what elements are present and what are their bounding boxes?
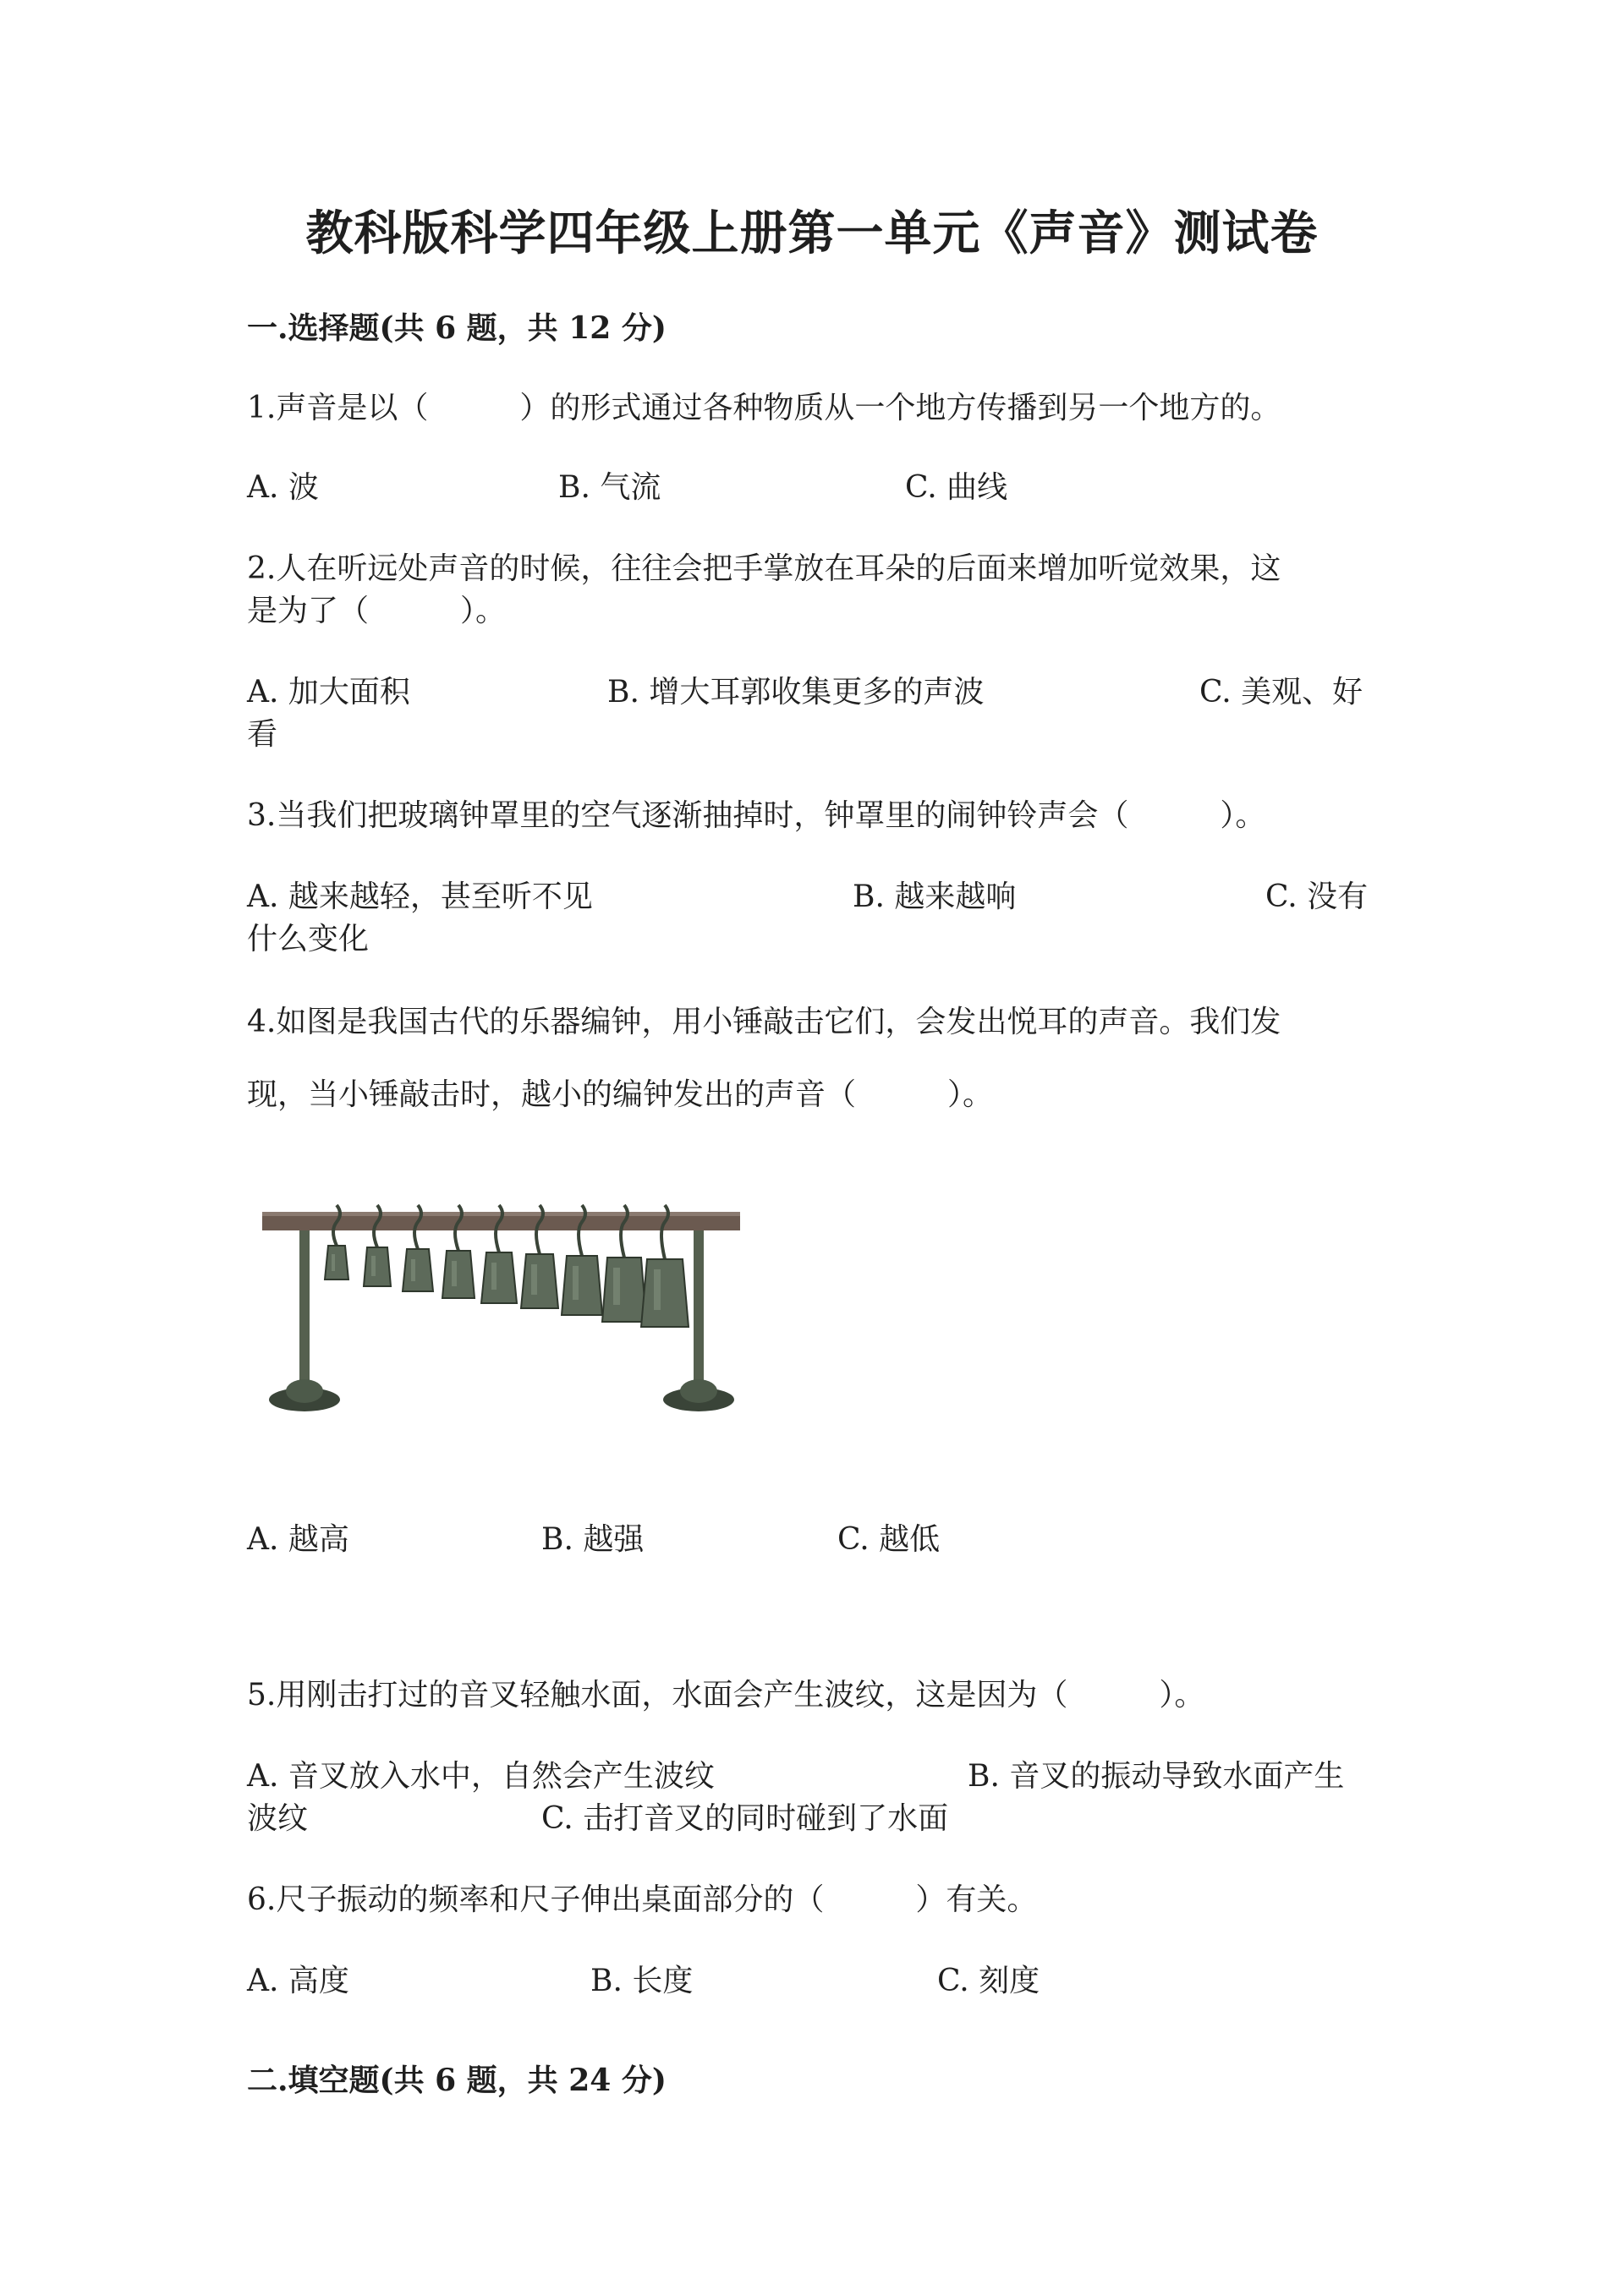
option-5c[interactable]: C. 击打音叉的同时碰到了水面 bbox=[541, 1801, 949, 1836]
question-text: 人在听远处声音的时候，往往会把手掌放在耳朵的后面来增加听觉效果，这 bbox=[276, 551, 1281, 586]
option-2c-continued: 看 bbox=[247, 717, 278, 752]
question-text: 如图是我国古代的乐器编钟，用小锤敲击它们，会发出悦耳的声音。我们发 bbox=[276, 1005, 1281, 1039]
question-text: 声音是以（ ）的形式通过各种物质从一个地方传播到另一个地方的。 bbox=[276, 391, 1281, 425]
question-text: 当我们把玻璃钟罩里的空气逐渐抽掉时，钟罩里的闹钟铃声会（ ）。 bbox=[276, 798, 1266, 833]
question-number: 3. bbox=[247, 798, 277, 833]
section-heading-choice: 一.选择题(共 6 题，共 12 分) bbox=[247, 310, 667, 346]
option-1c[interactable]: C. 曲线 bbox=[905, 470, 1008, 505]
option-4a[interactable]: A. 越高 bbox=[247, 1522, 349, 1557]
question-text: 尺子振动的频率和尺子伸出桌面部分的（ ）有关。 bbox=[276, 1882, 1038, 1917]
option-1a[interactable]: A. 波 bbox=[247, 470, 319, 505]
question-2-line-2: 是为了（ ）。 bbox=[247, 594, 507, 628]
question-number: 1. bbox=[247, 391, 277, 425]
option-4c[interactable]: C. 越低 bbox=[837, 1522, 941, 1557]
option-6c[interactable]: C. 刻度 bbox=[937, 1964, 1040, 1998]
option-2a[interactable]: A. 加大面积 bbox=[247, 675, 410, 710]
option-5b[interactable]: B. 音叉的振动导致水面产生 bbox=[968, 1759, 1345, 1794]
option-1b[interactable]: B. 气流 bbox=[558, 470, 661, 505]
question-3 bbox=[247, 792, 1265, 835]
option-5a[interactable]: A. 音叉放入水中，自然会产生波纹 bbox=[247, 1759, 715, 1794]
option-2c[interactable]: C. 美观、好 bbox=[1199, 675, 1363, 710]
question-5 bbox=[247, 1671, 1204, 1714]
option-2b[interactable]: B. 增大耳郭收集更多的声波 bbox=[607, 675, 985, 710]
option-3c[interactable]: C. 没有 bbox=[1265, 879, 1369, 914]
section-heading-fill-in: 二.填空题(共 6 题，共 24 分) bbox=[247, 2063, 667, 2098]
option-6a[interactable]: A. 高度 bbox=[247, 1964, 349, 1998]
question-text: 用刚击打过的音叉轻触水面，水面会产生波纹，这是因为（ ）。 bbox=[276, 1678, 1205, 1712]
option-3c-continued: 什么变化 bbox=[247, 922, 370, 956]
question-number: 5. bbox=[247, 1678, 277, 1712]
option-5b-continued: 波纹 bbox=[247, 1801, 309, 1836]
option-4b[interactable]: B. 越强 bbox=[541, 1522, 645, 1557]
page-title: 教科版科学四年级上册第一单元《声音》测试卷 bbox=[305, 205, 1319, 261]
option-3b[interactable]: B. 越来越响 bbox=[853, 879, 1017, 914]
question-4-line-1 bbox=[247, 998, 1281, 1041]
question-6 bbox=[247, 1876, 1037, 1919]
question-number: 6. bbox=[247, 1882, 277, 1917]
bianzhong-bells-image bbox=[254, 1188, 744, 1433]
question-4-line-2: 现，当小锤敲击时，越小的编钟发出的声音（ ）。 bbox=[247, 1077, 994, 1112]
question-number: 2. bbox=[247, 551, 277, 586]
question-number: 4. bbox=[247, 1005, 277, 1039]
option-6b[interactable]: B. 长度 bbox=[590, 1964, 694, 1998]
question-2-line-1 bbox=[247, 545, 1281, 588]
option-3a[interactable]: A. 越来越轻，甚至听不见 bbox=[247, 879, 593, 914]
question-1 bbox=[247, 384, 1281, 427]
